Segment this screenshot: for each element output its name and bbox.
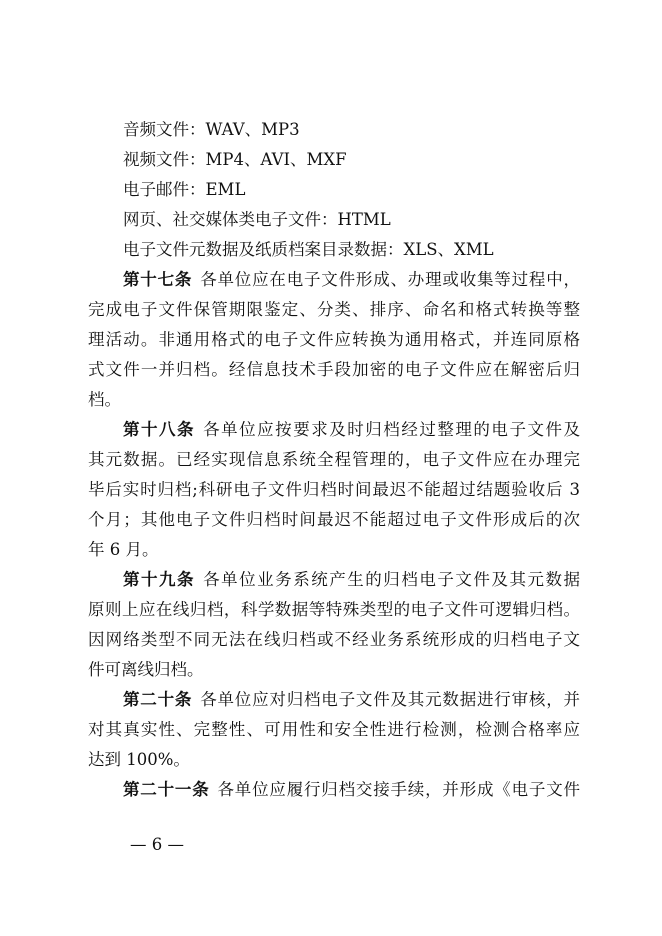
article-18-line: 年 6 月。 <box>88 540 159 559</box>
article-19-label: 第十九条 <box>123 570 196 589</box>
article-20-line <box>88 685 580 715</box>
article-19-line: 件可离线归档。 <box>88 660 204 679</box>
article-18-line: 其元数据。已经实现信息系统全程管理的，电子文件应在办理完 <box>88 450 580 469</box>
article-19-line: 原则上应在线归档，科学数据等特殊类型的电子文件可逻辑归档。 <box>88 600 580 619</box>
format-item-metadata: 电子文件元数据及纸质档案目录数据：XLS、XML <box>123 240 494 259</box>
article-18-line: 毕后实时归档;科研电子文件归档时间最迟不能超过结题验收后 3 <box>88 480 580 499</box>
article-17-line <box>88 265 580 295</box>
article-17-line: 完成电子文件保管期限鉴定、分类、排序、命名和格式转换等整 <box>88 300 580 319</box>
article-17-line: 档。 <box>88 390 121 409</box>
format-item-video: 视频文件：MP4、AVI、MXF <box>123 150 347 169</box>
article-20-line: 对其真实性、完整性、可用性和安全性进行检测，检测合格率应 <box>88 720 580 739</box>
article-20-line: 达到 100%。 <box>88 750 190 769</box>
article-18-line: 个月；其他电子文件归档时间最迟不能超过电子文件形成后的次 <box>88 510 580 529</box>
article-17-text: 各单位应在电子文件形成、办理或收集等过程中， <box>200 270 580 289</box>
format-item-web: 网页、社交媒体类电子文件：HTML <box>123 210 391 229</box>
article-21-line <box>88 775 580 805</box>
article-20-label: 第二十条 <box>123 690 193 709</box>
format-item-email: 电子邮件：EML <box>123 180 246 199</box>
article-18-label: 第十八条 <box>123 420 196 439</box>
article-17-line: 式文件一并归档。经信息技术手段加密的电子文件应在解密后归 <box>88 360 580 379</box>
article-19-line <box>88 565 580 595</box>
article-17-label: 第十七条 <box>123 270 193 289</box>
article-21-label: 第二十一条 <box>123 780 210 799</box>
article-21-text: 各单位应履行归档交接手续，并形成《电子文件 <box>217 780 580 799</box>
article-20-text: 各单位应对归档电子文件及其元数据进行审核，并 <box>200 690 580 709</box>
article-17-line: 理活动。非通用格式的电子文件应转换为通用格式，并连同原格 <box>88 330 580 349</box>
article-19-line: 因网络类型不同无法在线归档或不经业务系统形成的归档电子文 <box>88 630 580 649</box>
article-18-text: 各单位应按要求及时归档经过整理的电子文件及 <box>203 420 580 439</box>
article-18-line <box>88 415 580 445</box>
document-body <box>88 115 580 805</box>
article-19-text: 各单位业务系统产生的归档电子文件及其元数据 <box>203 570 580 589</box>
page-number: — 6 — <box>130 835 184 854</box>
format-item-audio: 音频文件：WAV、MP3 <box>123 120 300 139</box>
